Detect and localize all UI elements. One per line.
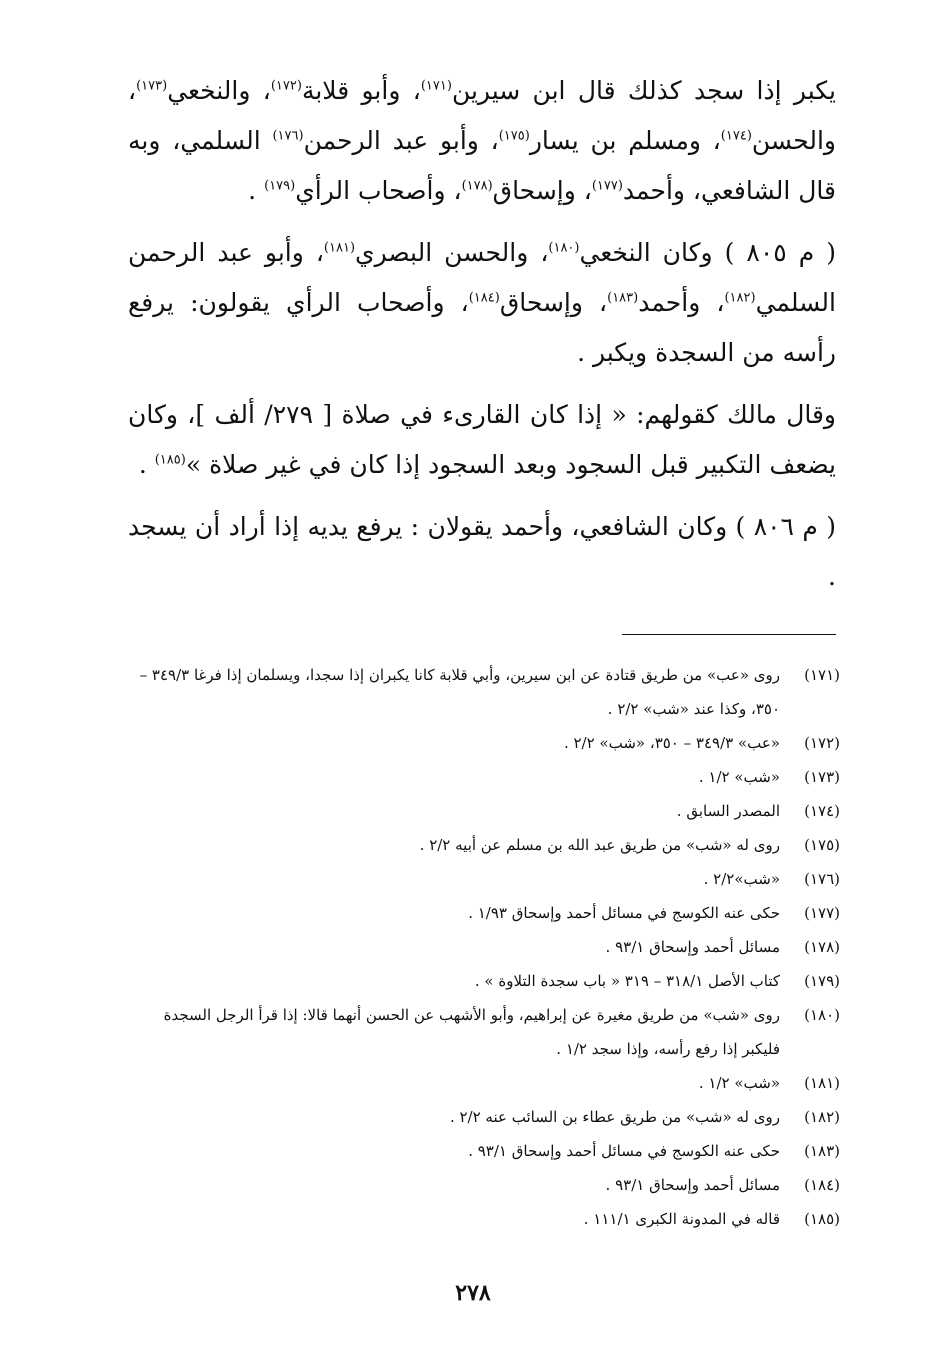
text-run: .	[138, 450, 155, 479]
text-run: ، والحسن البصري	[355, 238, 549, 267]
text-run: السلمي، وبه قال الشافعي، وأحمد	[128, 126, 836, 205]
footnote-ref: (١٧٥)	[498, 128, 530, 144]
text-run: ، وأحمد	[638, 288, 725, 317]
footnotes-section	[130, 658, 840, 1236]
footnote-number: (١٨٢)	[804, 1108, 840, 1126]
footnote-item	[130, 828, 840, 862]
text-run: ، وأصحاب الرأي يقولون: يرفع رأسه من السجدة ويكبر .	[128, 288, 836, 367]
footnote-item	[130, 658, 840, 726]
paragraph-3	[128, 390, 836, 490]
footnote-ref: (١٧٧)	[591, 178, 623, 194]
footnote-number: (١٧٣)	[804, 768, 840, 786]
footnote-ref: (١٧١)	[420, 78, 452, 94]
text-run: يكبر إذا سجد كذلك قال ابن سيرين	[451, 76, 836, 105]
footnote-item	[130, 726, 840, 760]
footnote-ref: (١٨٢)	[724, 290, 756, 306]
footnote-ref: (١٧٣)	[136, 78, 168, 94]
footnote-number: (١٨١)	[804, 1074, 840, 1092]
page-number: ٢٧٨	[455, 1280, 491, 1306]
footnote-ref: (١٧٩)	[264, 178, 296, 194]
footnote-text: «عب» ٣٤٩/٣ – ٣٥٠، «شب» ٢/٢ .	[563, 734, 780, 752]
footnote-ref: (١٧٤)	[720, 128, 752, 144]
footnote-number: (١٧١)	[804, 666, 840, 684]
footnote-divider	[622, 634, 836, 635]
text-run: ، وأبو عبد الرحمن	[303, 126, 499, 155]
footnote-ref: (١٨٠)	[548, 240, 580, 256]
footnote-text: «شب»٢/٢ .	[703, 870, 780, 888]
footnote-text: روى له «شب» من طريق عبد الله بن مسلم عن أبيه ٢/٢ .	[419, 836, 780, 854]
footnote-number: (١٨٤)	[804, 1176, 840, 1194]
footnote-item	[130, 760, 840, 794]
footnote-number: (١٧٤)	[804, 802, 840, 820]
text-run: ( م ٨٠٥ ) وكان النخعي	[579, 238, 836, 267]
footnote-ref: (١٨١)	[323, 240, 356, 256]
footnote-ref: (١٧٦)	[272, 128, 304, 144]
footnote-item	[130, 896, 840, 930]
footnote-number: (١٧٢)	[804, 734, 840, 752]
text-run: ( م ٨٠٦ ) وكان الشافعي، وأحمد يقولان : يرفع يديه إذا أراد أن يسجد .	[128, 512, 836, 591]
text-run: ، ومسلم بن يسار	[529, 126, 721, 155]
text-run: .	[248, 176, 265, 205]
text-run: ، وأبو قلابة	[301, 76, 421, 105]
footnote-text: «شب» ١/٢ .	[698, 1074, 780, 1092]
footnote-text: حكى عنه الكوسج في مسائل أحمد وإسحاق ٩٣/١ .	[468, 1142, 780, 1160]
footnote-text: مسائل أحمد وإسحاق ٩٣/١ .	[605, 938, 780, 956]
footnote-ref: (١٨٣)	[607, 290, 639, 306]
footnote-number: (١٨٥)	[804, 1210, 840, 1228]
footnote-item	[130, 930, 840, 964]
text-run: ، وإسحاق	[499, 288, 608, 317]
footnote-number: (١٧٥)	[804, 836, 840, 854]
text-run: ، والحسن	[128, 76, 836, 155]
footnote-ref: (١٨٤)	[468, 290, 500, 306]
footnote-ref: (١٧٢)	[270, 78, 302, 94]
footnote-number: (١٨٣)	[804, 1142, 840, 1160]
footnote-number: (١٨٠)	[804, 1006, 840, 1024]
footnote-text: حكى عنه الكوسج في مسائل أحمد وإسحاق ١/٩٣ .	[468, 904, 780, 922]
footnote-text: المصدر السابق .	[676, 802, 780, 820]
footnote-ref: (١٨٥)	[154, 452, 186, 468]
footnote-text: روى «شب» من طريق مغيرة عن إبراهيم، وأبو الأشهب عن الحسن أنهما قالا: إذا قرأ الرجل السجدة فليكبر إذا رفع رأسه، وإذا سجد ١/٢ .	[163, 1006, 780, 1058]
main-text	[128, 66, 836, 614]
paragraph-1	[128, 66, 836, 216]
footnote-item	[130, 1134, 840, 1168]
footnote-item	[130, 1202, 840, 1236]
footnote-item	[130, 964, 840, 998]
text-run: ، وإسحاق	[492, 176, 592, 205]
footnote-number: (١٧٩)	[804, 972, 840, 990]
footnote-number: (١٧٨)	[804, 938, 840, 956]
footnote-item	[130, 862, 840, 896]
footnote-ref: (١٧٨)	[461, 178, 493, 194]
text-run: ، وأصحاب الرأي	[295, 176, 462, 205]
footnote-text: «شب» ١/٢ .	[698, 768, 780, 786]
footnote-text: روى له «شب» من طريق عطاء بن السائب عنه ٢/٢ .	[449, 1108, 780, 1126]
paragraph-4	[128, 502, 836, 602]
footnote-item	[130, 794, 840, 828]
footnote-item	[130, 1100, 840, 1134]
footnote-text: كتاب الأصل ٣١٨/١ – ٣١٩ « باب سجدة التلاوة » .	[474, 972, 780, 990]
footnote-item	[130, 1066, 840, 1100]
footnote-item	[130, 1168, 840, 1202]
text-run: ، وأبو عبد الرحمن السلمي	[128, 238, 836, 317]
text-run: وقال مالك كقولهم: « إذا كان القارىء في صلاة [ ٢٧٩/ ألف ]، وكان يضعف التكبير قبل السجود وبعد السجود إذا كان في غير صلاة »	[128, 400, 837, 479]
footnote-text: مسائل أحمد وإسحاق ٩٣/١ .	[605, 1176, 780, 1194]
footnote-text: روى «عب» من طريق قتادة عن ابن سيرين، وأبي قلابة كانا يكبران إذا سجدا، ويسلمان إذا فرغا ٣٤٩/٣ – ٣٥٠، وكذا عند «شب» ٢/٢ .	[139, 666, 780, 718]
footnote-item	[130, 998, 840, 1066]
paragraph-2	[128, 228, 836, 378]
footnote-number: (١٧٦)	[804, 870, 840, 888]
footnote-number: (١٧٧)	[804, 904, 840, 922]
text-run: ، والنخعي	[167, 76, 271, 105]
footnote-text: قاله في المدونة الكبرى ١١١/١ .	[583, 1210, 780, 1228]
